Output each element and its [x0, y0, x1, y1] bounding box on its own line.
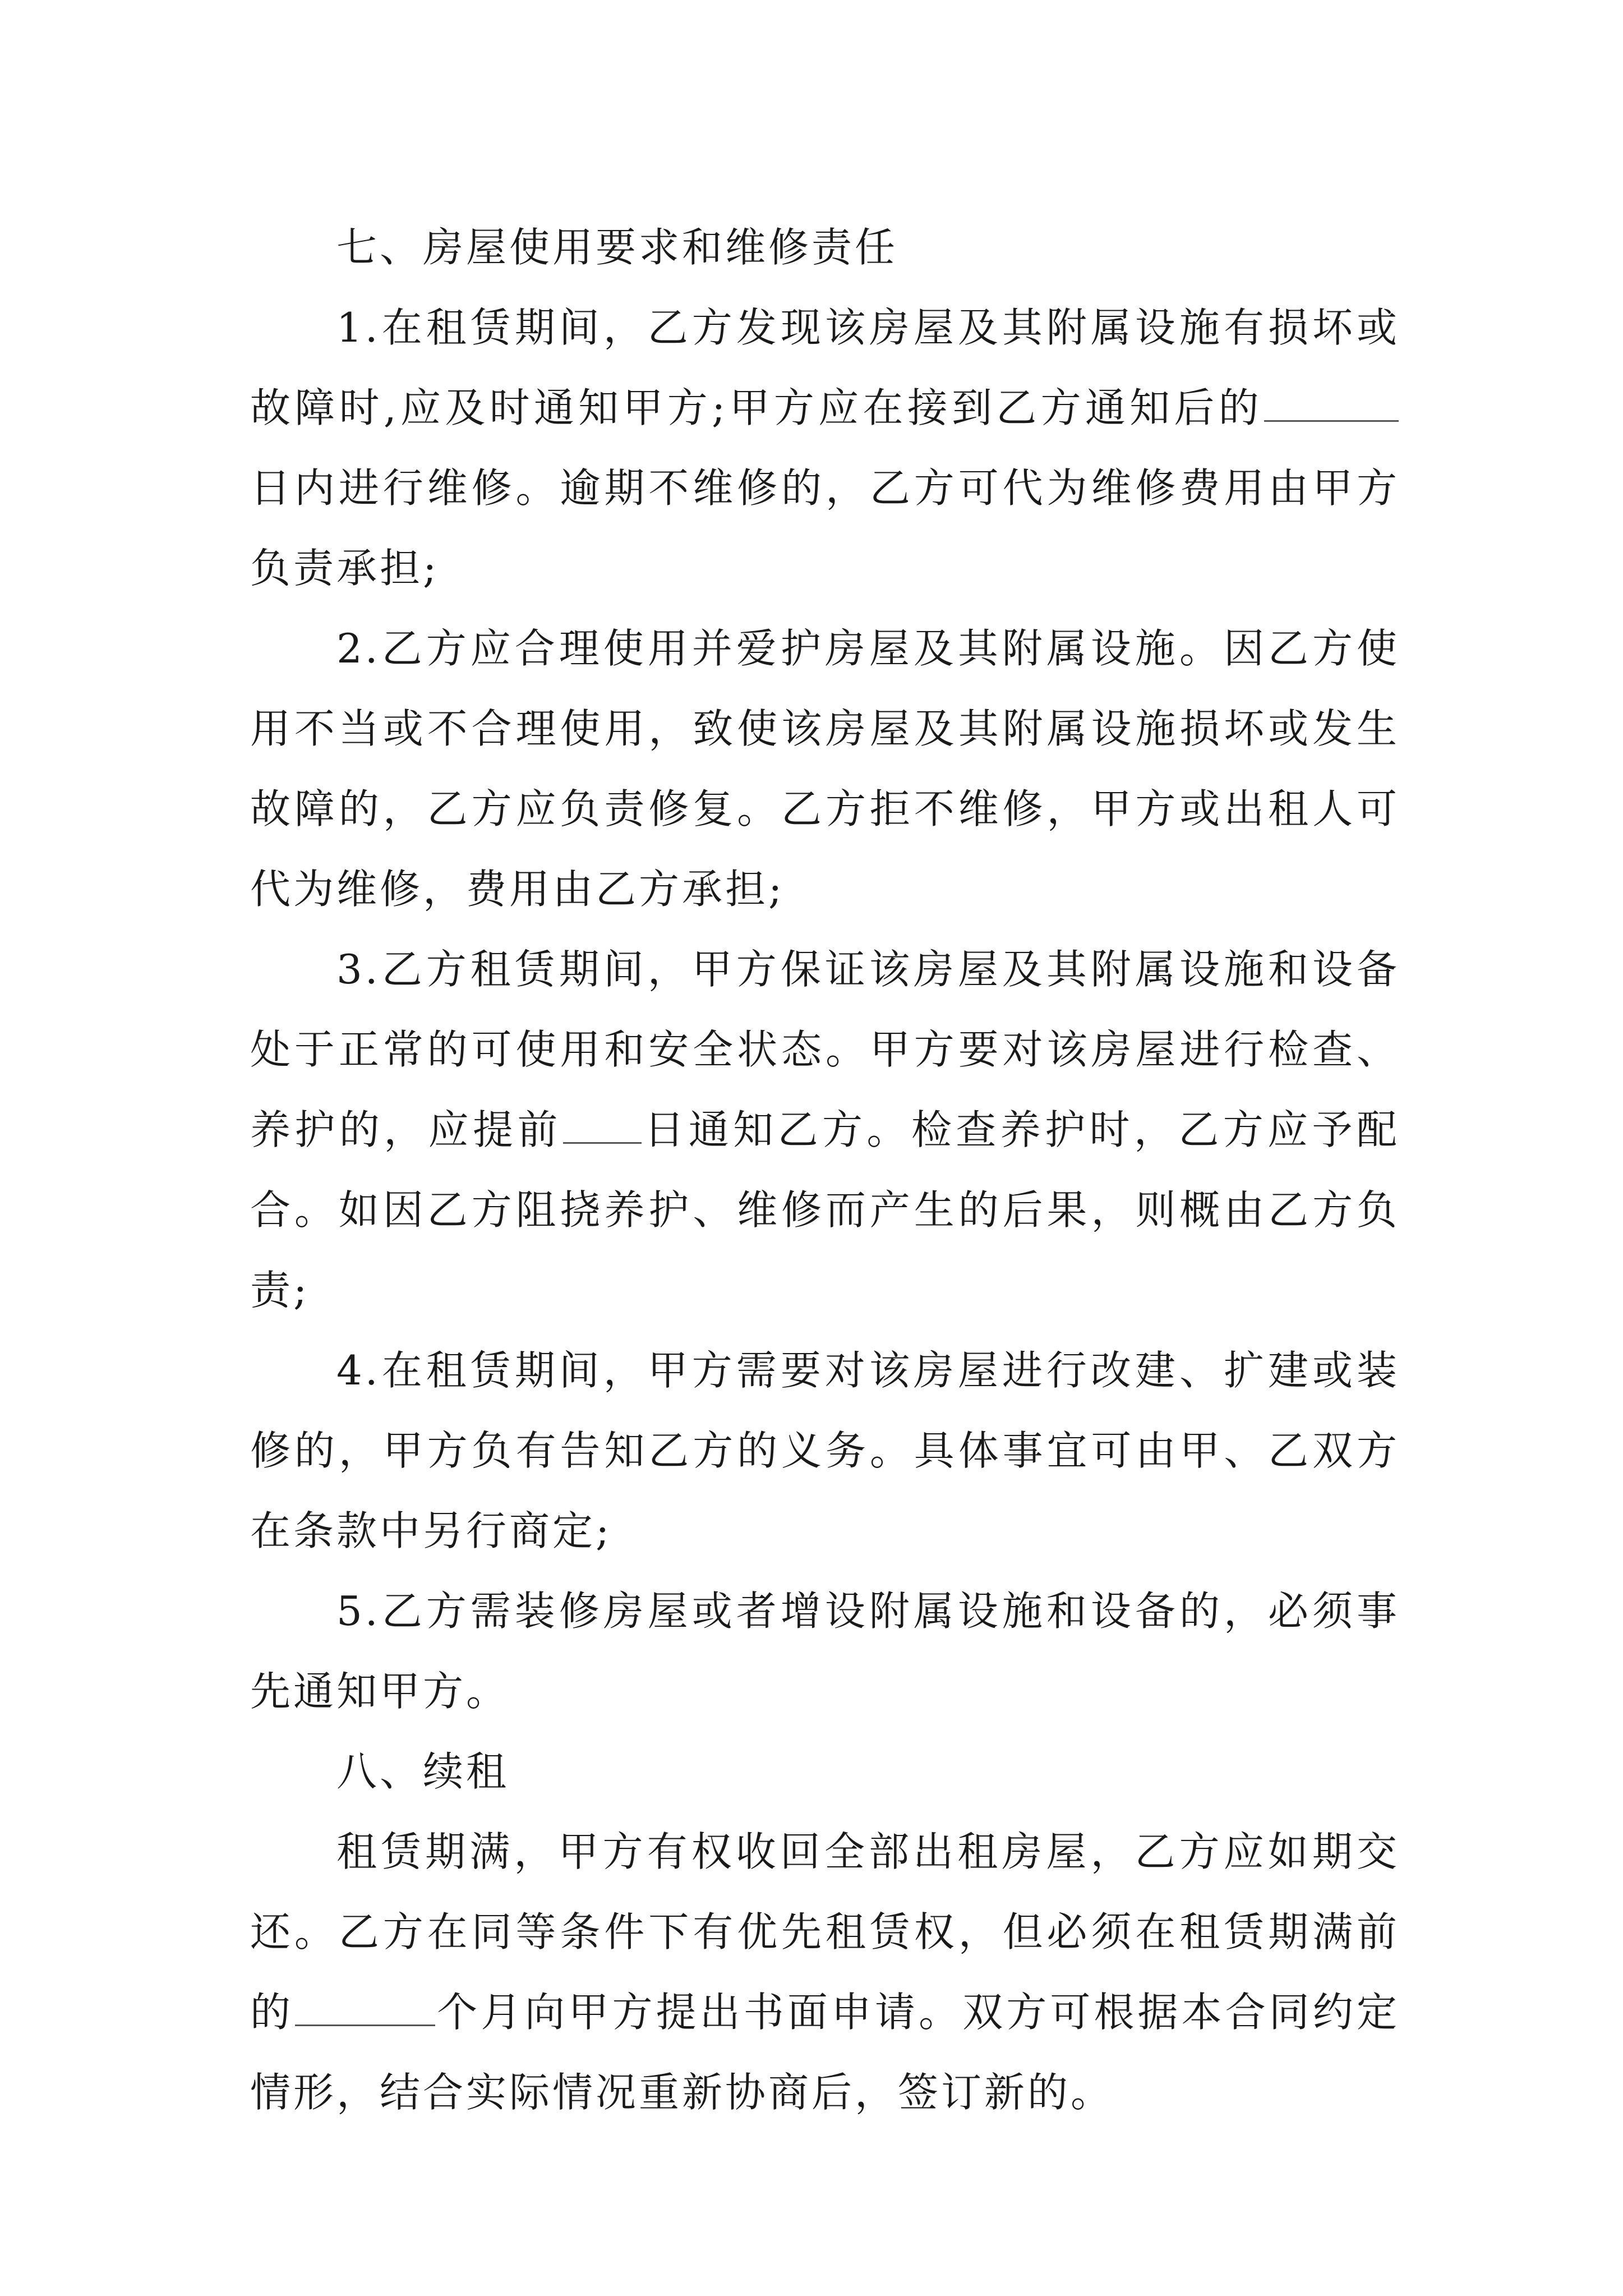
item-3-text-before-blank: 3.乙方租赁期间，甲方保证该房屋及其附属设施和设备处于正常的可使用和安全状态。甲方要对该房屋进行检查、养护的，应提前	[250, 946, 1400, 1153]
section-8-text-after-blank: 个月向甲方提出书面申请。双方可根据本合同约定情形，结合实际情况重新协商后，签订新的。	[250, 1989, 1400, 2116]
section-8-heading	[250, 1732, 1400, 1812]
item-2-text: 2.乙方应合理使用并爱护房屋及其附属设施。因乙方使用不当或不合理使用，致使该房屋及其附属设施损坏或发生故障的，乙方应负责修复。乙方拒不维修，甲方或出租人可代为维修，费用由乙方承担;	[250, 625, 1400, 913]
item-4-text: 4.在租赁期间，甲方需要对该房屋进行改建、扩建或装修的，甲方负有告知乙方的义务。具体事宜可由甲、乙双方在条款中另行商定;	[250, 1347, 1400, 1554]
item-5-text: 5.乙方需装修房屋或者增设附属设施和设备的，必须事先通知甲方。	[250, 1588, 1400, 1715]
fill-in-blank-notice-days	[563, 1108, 642, 1144]
item-1-text-before-blank: 1.在租赁期间，乙方发现该房屋及其附属设施有损坏或故障时,应及时通知甲方;甲方应在接到乙方通知后的	[250, 304, 1400, 431]
section-8-heading-text: 八、续租	[336, 1748, 510, 1795]
section-7-item-1	[250, 288, 1400, 609]
section-7-item-2	[250, 609, 1400, 930]
section-7-item-4	[250, 1331, 1400, 1571]
section-7-heading	[250, 208, 1400, 288]
item-3-text-after-blank: 日通知乙方。检查养护时，乙方应予配合。如因乙方阻挠养护、维修而产生的后果，则概由乙方负责;	[250, 1106, 1400, 1314]
section-7-item-5	[250, 1571, 1400, 1732]
section-8-text-before-blank: 租赁期满，甲方有权收回全部出租房屋，乙方应如期交还。乙方在同等条件下有优先租赁权，但必须在租赁期满前的	[250, 1828, 1400, 2036]
fill-in-blank-days	[1264, 386, 1399, 422]
section-7-heading-text: 七、房屋使用要求和维修责任	[336, 224, 898, 271]
item-1-text-after-blank: 日内进行维修。逾期不维修的，乙方可代为维修费用由甲方负责承担;	[250, 464, 1400, 592]
section-7-item-3	[250, 930, 1400, 1331]
section-8-body	[250, 1812, 1400, 2133]
document-body	[250, 208, 1400, 2133]
fill-in-blank-months	[295, 1991, 435, 2026]
